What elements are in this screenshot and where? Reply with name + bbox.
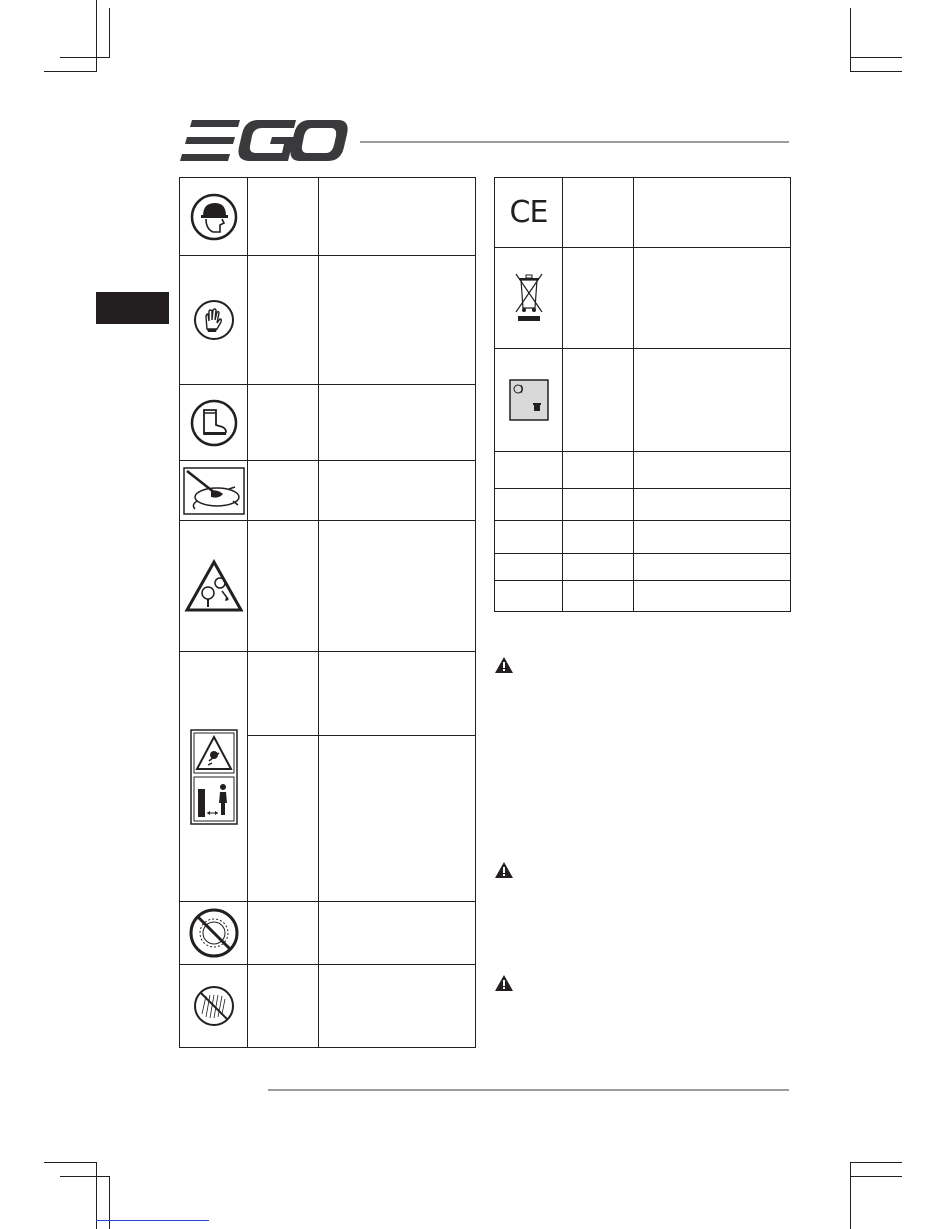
symbol-value xyxy=(563,489,634,521)
thrown-objects-warning-icon xyxy=(180,521,248,652)
symbol-description xyxy=(319,902,476,965)
crop-mark xyxy=(60,1176,110,1177)
warning-triangle-icon xyxy=(495,862,513,878)
symbol-value xyxy=(563,581,634,612)
symbol-name xyxy=(495,521,563,554)
table-row xyxy=(495,489,791,521)
symbol-name xyxy=(248,385,319,461)
table-row xyxy=(495,581,791,612)
warning-triangle-icon xyxy=(495,975,513,991)
bottom-blue-line xyxy=(96,1220,209,1221)
symbol-name xyxy=(248,965,319,1048)
crop-mark xyxy=(44,71,97,72)
gloves-icon xyxy=(180,256,248,385)
symbol-description xyxy=(319,652,476,736)
crop-mark xyxy=(850,1162,902,1163)
ce-mark-icon xyxy=(495,178,563,248)
symbol-description xyxy=(634,554,791,581)
crop-mark xyxy=(850,71,902,72)
symbol-name xyxy=(495,581,563,612)
table-row xyxy=(180,652,476,736)
symbol-name xyxy=(248,902,319,965)
language-tab xyxy=(96,292,169,324)
symbol-description xyxy=(319,965,476,1048)
symbol-description xyxy=(634,178,791,248)
symbol-name xyxy=(495,452,563,489)
symbol-description xyxy=(634,521,791,554)
crop-mark xyxy=(850,57,902,58)
symbol-name xyxy=(248,461,319,521)
boots-icon xyxy=(180,385,248,461)
table-row xyxy=(495,178,791,248)
crop-mark xyxy=(850,1176,902,1177)
symbol-name xyxy=(563,178,634,248)
table-row xyxy=(495,248,791,349)
no-rain-icon xyxy=(180,965,248,1048)
ce-mark-text: CE xyxy=(509,195,548,230)
symbol-description xyxy=(319,521,476,652)
table-row xyxy=(180,385,476,461)
table-row xyxy=(180,965,476,1048)
crop-mark xyxy=(109,8,110,58)
symbol-description xyxy=(634,248,791,349)
symbol-name xyxy=(495,554,563,581)
hard-hat-icon xyxy=(180,178,248,256)
symbol-value xyxy=(563,452,634,489)
no-metal-blade-icon xyxy=(180,902,248,965)
brush-cutter-kickback-icon xyxy=(180,461,248,521)
crop-mark xyxy=(60,57,110,58)
symbol-name xyxy=(495,489,563,521)
table-row xyxy=(495,521,791,554)
symbol-description xyxy=(634,349,791,452)
symbol-name xyxy=(248,178,319,256)
warning-triangle-icon xyxy=(495,657,513,673)
weee-bin-icon xyxy=(495,248,563,349)
symbol-name xyxy=(248,256,319,385)
header-rule xyxy=(360,141,789,143)
table-row xyxy=(180,902,476,965)
bystander-distance-icon xyxy=(180,652,248,902)
symbol-value xyxy=(563,554,634,581)
table-row xyxy=(180,178,476,256)
symbol-description xyxy=(634,581,791,612)
symbol-description xyxy=(319,461,476,521)
symbol-name xyxy=(248,736,319,902)
crop-mark xyxy=(44,1162,97,1163)
table-row xyxy=(180,521,476,652)
symbol-value xyxy=(563,521,634,554)
right-symbol-table xyxy=(494,177,791,612)
symbol-name xyxy=(248,521,319,652)
table-row xyxy=(180,461,476,521)
symbol-description xyxy=(319,736,476,902)
symbol-description xyxy=(634,489,791,521)
crop-mark xyxy=(96,1162,97,1229)
symbol-description xyxy=(319,256,476,385)
footer-rule xyxy=(268,1089,789,1091)
symbol-description xyxy=(634,452,791,489)
crop-mark xyxy=(109,1176,110,1229)
table-row xyxy=(495,554,791,581)
ego-logo xyxy=(178,118,348,164)
symbol-description xyxy=(319,385,476,461)
left-symbol-table xyxy=(179,177,476,1048)
symbol-name xyxy=(563,248,634,349)
noise-level-label-icon xyxy=(495,349,563,452)
crop-mark xyxy=(850,8,851,72)
crop-mark xyxy=(96,0,97,72)
table-row xyxy=(495,349,791,452)
symbol-description xyxy=(319,178,476,256)
crop-mark xyxy=(850,1162,851,1229)
symbol-name xyxy=(563,349,634,452)
table-row xyxy=(495,452,791,489)
symbol-name xyxy=(248,652,319,736)
table-row xyxy=(180,256,476,385)
